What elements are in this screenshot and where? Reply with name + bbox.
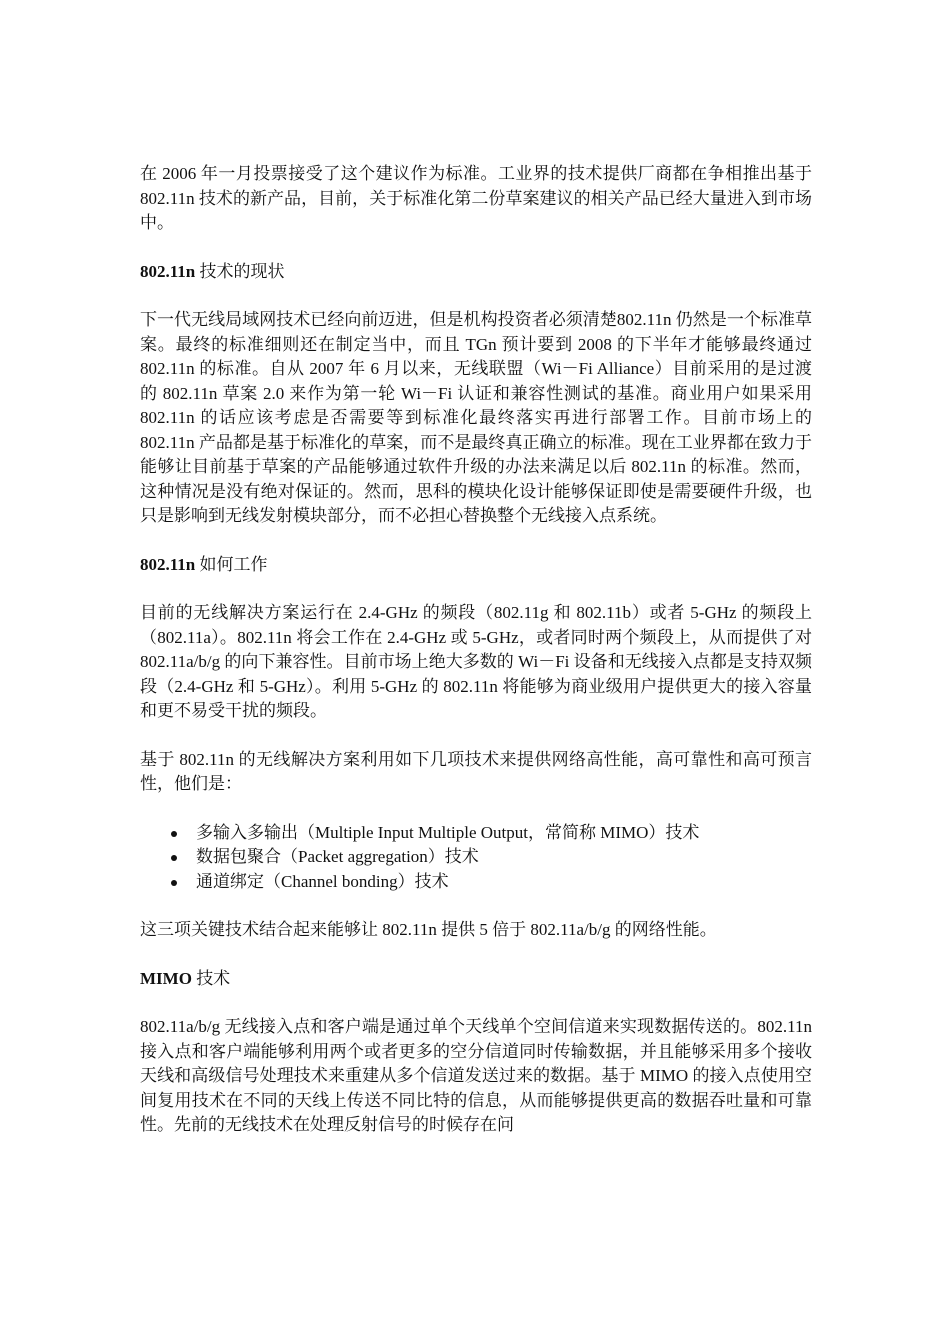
heading-status — [140, 260, 812, 285]
bullet-icon — [171, 855, 177, 861]
heading-how-it-works — [140, 553, 812, 578]
bullet-icon — [171, 831, 177, 837]
paragraph-intro: 在 2006 年一月投票接受了这个建议作为标准。工业界的技术提供厂商都在争相推出基于 802.11n 技术的新产品，目前，关于标准化第二份草案建议的相关产品已经大量进入到市场中。 — [140, 164, 812, 232]
heading-status-bold: 802.11n — [140, 261, 196, 281]
bullet-icon — [171, 880, 177, 886]
paragraph-performance: 这三项关键技术结合起来能够让 802.11n 提供 5 倍于 802.11a/b/g 的网络性能。 — [140, 920, 717, 939]
heading-status-text: 技术的现状 — [195, 261, 285, 281]
heading-mimo-bold: MIMO — [140, 968, 192, 988]
paragraph-mimo: 802.11a/b/g 无线接入点和客户端是通过单个天线单个空间信道来实现数据传送的。802.11n 接入点和客户端能够利用两个或者更多的空分信道同时传输数据，并且能够采用多个接收天线和高级信号处理技术来重建从多个信道发送过来的数据。基于 MIMO 的接入点使用空间复用技术在不同的天线上传送不同比特的信息，从而能够提供更高的数据吞吐量和可靠性。先前的无线技术在处理反射信号的时候存在问 — [140, 1017, 812, 1134]
list-item — [196, 821, 812, 846]
heading-mimo-text: 技术 — [191, 968, 231, 988]
list-item-text: 多输入多输出（Multiple Input Multiple Output，常简称 MIMO）技术 — [196, 822, 700, 842]
paragraph-technologies: 基于 802.11n 的无线解决方案利用如下几项技术来提供网络高性能，高可靠性和高可预言性，他们是： — [140, 749, 812, 793]
heading-mimo — [140, 967, 812, 992]
list-item — [196, 845, 812, 870]
document-page — [140, 162, 812, 1162]
list-item — [196, 870, 812, 895]
paragraph-bands: 目前的无线解决方案运行在 2.4-GHz 的频段（802.11g 和 802.11b）或者 5-GHz 的频段上（802.11a）。802.11n 将会工作在 2.4-GHz 或 5-GHz，或者同时两个频段上，从而提供了对 802.11a/b/g 的向下兼容性。目前市场上绝大多数的 Wi－Fi 设备和无线接入点都是支持双频段（2.4-GHz 和 5-GHz）。利用 5-GHz 的 802.11n 将能够为商业级用户提供更大的接入容量和更不易受干扰的频段。 — [140, 603, 812, 720]
list-item-text: 数据包聚合（Packet aggregation）技术 — [196, 847, 479, 866]
heading-how-text: 如何工作 — [195, 554, 268, 574]
technology-list — [140, 821, 812, 895]
paragraph-status: 下一代无线局域网技术已经向前迈进，但是机构投资者必须清楚802.11n 仍然是一个标准草案。最终的标准细则还在制定当中，而且 TGn 预计要到 2008 的下半年才能够最终通过 802.11n 的标准。自从 2007 年 6 月以来，无线联盟（Wi－Fi Alliance）目前采用的是过渡的 802.11n 草案 2.0 来作为第一轮 Wi－Fi 认证和兼容性测试的基准。商业用户如果采用 802.11n 的话应该考虑是否需要等到标准化最终落实再进行部署工作。目前市场上的 802.11n 产品都是基于标准化的草案，而不是最终真正确立的标准。现在工业界都在致力于能够让目前基于草案的产品能够通过软件升级的办法来满足以后 802.11n 的标准。然而，这种情况是没有绝对保证的。然而，思科的模块化设计能够保证即使是需要硬件升级，也只是影响到无线发射模块部分，而不必担心替换整个无线接入点系统。 — [140, 310, 812, 525]
heading-how-bold: 802.11n — [140, 554, 196, 574]
list-item-text: 通道绑定（Channel bonding）技术 — [196, 871, 449, 891]
